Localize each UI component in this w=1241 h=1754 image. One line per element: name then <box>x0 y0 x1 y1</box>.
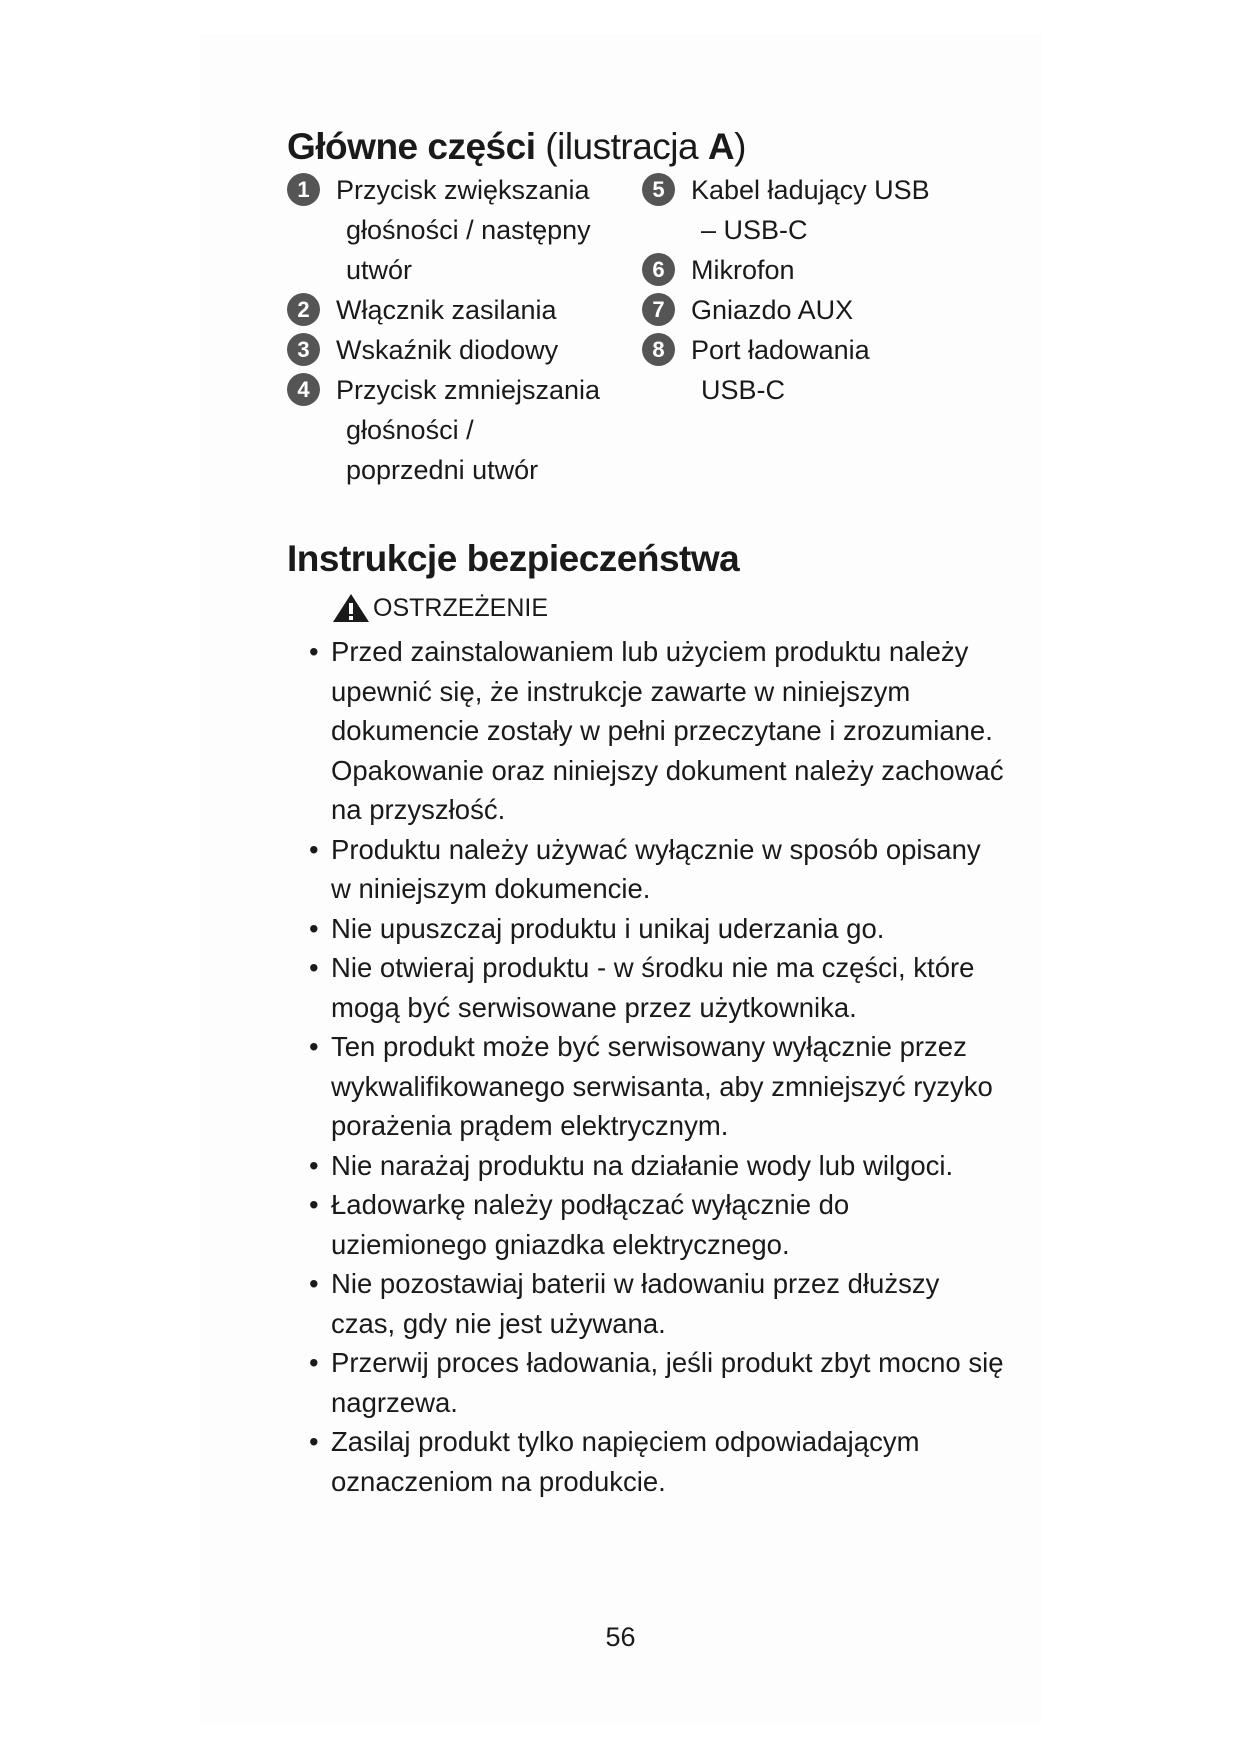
part-label-line: Gniazdo AUX <box>691 295 854 325</box>
bullet-icon: • <box>309 1268 319 1299</box>
safety-item <box>287 1027 1007 1146</box>
safety-item-text: Nie narażaj produktu na działanie wody lub wilgoci. <box>331 1149 954 1181</box>
part-number-badge: 2 <box>287 293 320 326</box>
part-number-badge: 1 <box>287 173 320 206</box>
safety-item <box>287 632 1007 830</box>
safety-item <box>287 948 1007 1027</box>
part-label <box>691 330 1002 410</box>
safety-item-text: Produktu należy używać wyłącznie w sposób opisany w niniejszym dokumencie. <box>331 833 981 904</box>
part-number-badge: 8 <box>642 333 675 366</box>
parts-column-left <box>287 170 642 490</box>
safety-item-text: Zasilaj produkt tylko napięciem odpowiadającym oznaczeniom na produkcie. <box>331 1426 920 1497</box>
safety-item <box>287 1185 1007 1264</box>
safety-list <box>287 632 1007 1501</box>
part-label-line: głośności / <box>346 415 474 445</box>
safety-item-text: Nie upuszczaj produktu i unikaj uderzania go. <box>331 912 885 944</box>
bullet-icon: • <box>309 912 319 944</box>
safety-item-text: Ten produkt może być serwisowany wyłącznie przez wykwalifikowanego serwisanta, aby zmniejszyć ryzyko porażenia prądem elektrycznym. <box>331 1031 993 1141</box>
bullet-icon: • <box>309 1189 319 1220</box>
part-label-line: Wskaźnik diodowy <box>336 335 559 365</box>
part-label-line: Kabel ładujący USB <box>691 175 930 205</box>
safety-item-text: Nie pozostawiaj baterii w ładowaniu przez dłuższy czas, gdy nie jest używana. <box>331 1268 940 1339</box>
safety-item-text: Przed zainstalowaniem lub użyciem produktu należy upewnić się, że instrukcje zawarte w niniejszym dokumencie zostały w pełni przeczytane i zrozumiane. Opakowanie oraz niniejszy dokument należy zachować na przyszłość. <box>331 636 1004 825</box>
safety-item-text: Ładowarkę należy podłączać wyłącznie do uziemionego gniazdka elektrycznego. <box>331 1189 850 1260</box>
main-parts-heading: Główne części (ilustracja A) <box>287 126 746 167</box>
part-label-line: Przycisk zmniejszania <box>336 375 601 405</box>
part-label-line: Mikrofon <box>691 255 795 285</box>
part-number-badge: 4 <box>287 373 320 406</box>
part-number-badge: 6 <box>642 253 675 286</box>
part-number-badge: 3 <box>287 333 320 366</box>
part-label <box>691 290 1002 330</box>
part-label-line: Włącznik zasilania <box>336 295 557 325</box>
part-label-line: Port ładowania <box>691 335 870 365</box>
warning-label <box>331 590 1007 626</box>
part-item <box>287 370 642 490</box>
warning-triangle-icon <box>331 592 371 624</box>
parts-list <box>287 170 1007 490</box>
safety-item <box>287 1264 1007 1343</box>
bullet-icon: • <box>309 1347 319 1378</box>
safety-item-text: Nie otwieraj produktu - w środku nie ma części, które mogą być serwisowane przez użytkownika. <box>331 952 975 1023</box>
part-label <box>336 370 642 490</box>
safety-item <box>287 1422 1007 1501</box>
part-label-line: poprzedni utwór <box>346 455 539 485</box>
bullet-icon: • <box>309 636 319 667</box>
part-item <box>642 250 1002 290</box>
part-label-line: – USB-C <box>701 215 808 245</box>
page-number: 56 <box>605 1622 636 1652</box>
parts-column-right <box>642 170 1002 490</box>
safety-heading: Instrukcje bezpieczeństwa <box>287 538 740 579</box>
safety-item <box>287 830 1007 909</box>
page-content <box>287 124 1007 1501</box>
bullet-icon: • <box>309 1426 319 1457</box>
part-label-line: Przycisk zwiększania <box>336 175 590 205</box>
part-label-line: USB-C <box>701 375 786 405</box>
part-label <box>691 250 1002 290</box>
part-label <box>336 290 642 330</box>
safety-item <box>287 1343 1007 1422</box>
bullet-icon: • <box>309 1149 319 1181</box>
part-label-line: utwór <box>346 255 413 285</box>
safety-item <box>287 909 1007 949</box>
part-number-badge: 5 <box>642 173 675 206</box>
part-label-line: głośności / następny <box>346 215 591 245</box>
part-item <box>642 330 1002 410</box>
part-label <box>336 170 642 290</box>
safety-item-text: Przerwij proces ładowania, jeśli produkt zbyt mocno się nagrzewa. <box>331 1347 1004 1418</box>
bullet-icon: • <box>309 1031 319 1062</box>
warning-text: OSTRZEŻENIE <box>373 594 549 622</box>
bullet-icon: • <box>309 833 319 865</box>
safety-item <box>287 1146 1007 1186</box>
part-label <box>336 330 642 370</box>
part-item <box>287 330 642 370</box>
part-item <box>642 170 1002 250</box>
part-number-badge: 7 <box>642 293 675 326</box>
part-item <box>642 290 1002 330</box>
bullet-icon: • <box>309 952 319 983</box>
part-item <box>287 170 642 290</box>
part-item <box>287 290 642 330</box>
part-label <box>691 170 1002 250</box>
